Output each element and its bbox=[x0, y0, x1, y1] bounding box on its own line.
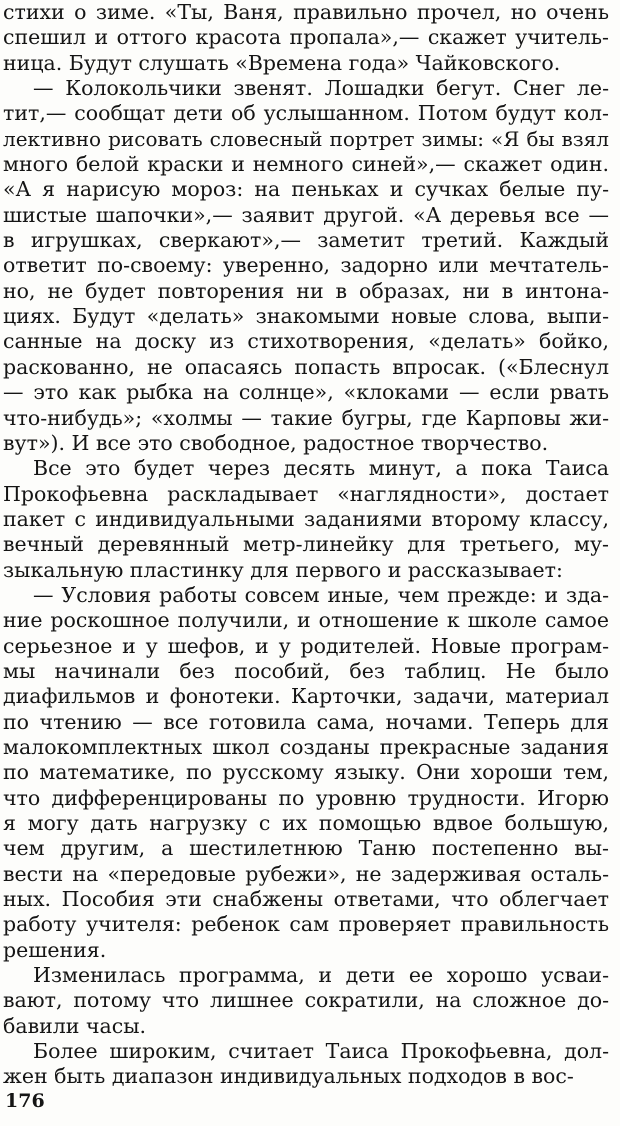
text-line: жен быть диапазон индивидуальных подходов в вос- bbox=[3, 1064, 574, 1089]
text-line: пакет с индивидуальными заданиями второму классу, bbox=[3, 506, 609, 531]
text-line: Прокофьевна раскладывает «наглядности», достает bbox=[3, 481, 609, 506]
text-line: работу учителя: ребенок сам проверяет правильность bbox=[3, 912, 609, 937]
text-line: шистые шапочки»,— заявит другой. «А деревья все — bbox=[3, 202, 609, 227]
text-line: — Условия работы совсем иные, чем прежде: и зда- bbox=[33, 582, 609, 607]
text-line: зыкальную пластинку для первого и рассказывает: bbox=[3, 557, 563, 582]
text-line: ных. Пособия эти снабжены ответами, что облегчает bbox=[3, 887, 609, 912]
paragraph bbox=[3, 1039, 609, 1090]
text-line: по чтению — все готовила сама, ночами. Теперь для bbox=[3, 709, 609, 734]
text-line: лективно рисовать словесный портрет зимы: «Я бы взял bbox=[3, 126, 609, 151]
text-line: диафильмов и фонотеки. Карточки, задачи, материал bbox=[3, 684, 609, 709]
text-line: вают, потому что лишнее сократили, на сложное до- bbox=[3, 988, 609, 1013]
text-line: ница. Будут слушать «Времена года» Чайковского. bbox=[3, 50, 561, 75]
text-line: малокомплектных школ созданы прекрасные задания bbox=[3, 734, 609, 759]
text-line: Все это будет через десять минут, а пока Таиса bbox=[33, 456, 609, 481]
paragraph bbox=[3, 963, 609, 1039]
text-line: что-нибудь»; «холмы — такие бугры, где Карповы жи- bbox=[3, 405, 609, 430]
text-line: что дифференцированы по уровню трудности. Игорю bbox=[3, 785, 609, 810]
text-line: тит,— сообщат дети об услышанном. Потом будут кол- bbox=[3, 101, 609, 126]
text-line: спешил и оттого красота пропала»,— скажет учитель- bbox=[3, 25, 609, 50]
text-line: вут»). И все это свободное, радостное творчество. bbox=[3, 430, 549, 455]
text-line: вести на «передовые рубежи», не задерживая осталь- bbox=[3, 861, 609, 886]
text-line: — это как рыбка на солнце», «клоками — если рвать bbox=[3, 380, 609, 405]
text-line: «А я нарисую мороз: на пеньках и сучках белые пу- bbox=[3, 177, 609, 202]
text-line: много белой краски и немного синей»,— скажет один. bbox=[3, 152, 609, 177]
paragraph bbox=[3, 583, 609, 963]
text-line: санные на доску из стихотворения, «делать» бойко, bbox=[3, 329, 609, 354]
text-line: ние роскошное получили, и отношение к школе самое bbox=[3, 608, 609, 633]
paragraph bbox=[3, 76, 609, 456]
page-number: 176 bbox=[5, 1090, 45, 1112]
text-line: бавили часы. bbox=[3, 1013, 147, 1038]
paragraph bbox=[3, 0, 609, 76]
text-line: мы начинали без пособий, без таблиц. Не было bbox=[3, 658, 609, 683]
text-line: серьезное и у шефов, и у родителей. Новые програм- bbox=[3, 633, 609, 658]
text-line: решения. bbox=[3, 937, 107, 962]
text-line: по математике, по русскому языку. Они хороши тем, bbox=[3, 760, 609, 785]
text-line: циях. Будут «делать» знакомыми новые слова, выпи- bbox=[3, 304, 609, 329]
text-line: но, не будет повторения ни в образах, ни в интона- bbox=[3, 278, 609, 303]
text-line: чем другим, а шестилетнюю Таню постепенно вы- bbox=[3, 836, 609, 861]
paragraph bbox=[3, 456, 609, 583]
text-line: я могу дать нагрузку с их помощью вдвое большую, bbox=[3, 811, 609, 835]
text-line: в игрушках, сверкают»,— заметит третий. Каждый bbox=[3, 228, 609, 253]
text-line: стихи о зиме. «Ты, Ваня, правильно прочел, но очень bbox=[3, 0, 609, 24]
text-line: — Колокольчики звенят. Лошадки бегут. Снег ле- bbox=[33, 76, 609, 101]
page-body-text bbox=[3, 0, 609, 1090]
text-line: Более широким, считает Таиса Прокофьевна, дол- bbox=[33, 1039, 609, 1064]
text-line: вечный деревянный метр-линейку для третьего, му- bbox=[3, 532, 609, 557]
text-line: ответит по-своему: уверенно, задорно или мечтатель- bbox=[3, 253, 609, 278]
text-line: Изменилась программа, и дети ее хорошо усваи- bbox=[33, 963, 609, 988]
text-line: раскованно, не опасаясь попасть впросак. («Блеснул bbox=[3, 354, 609, 379]
